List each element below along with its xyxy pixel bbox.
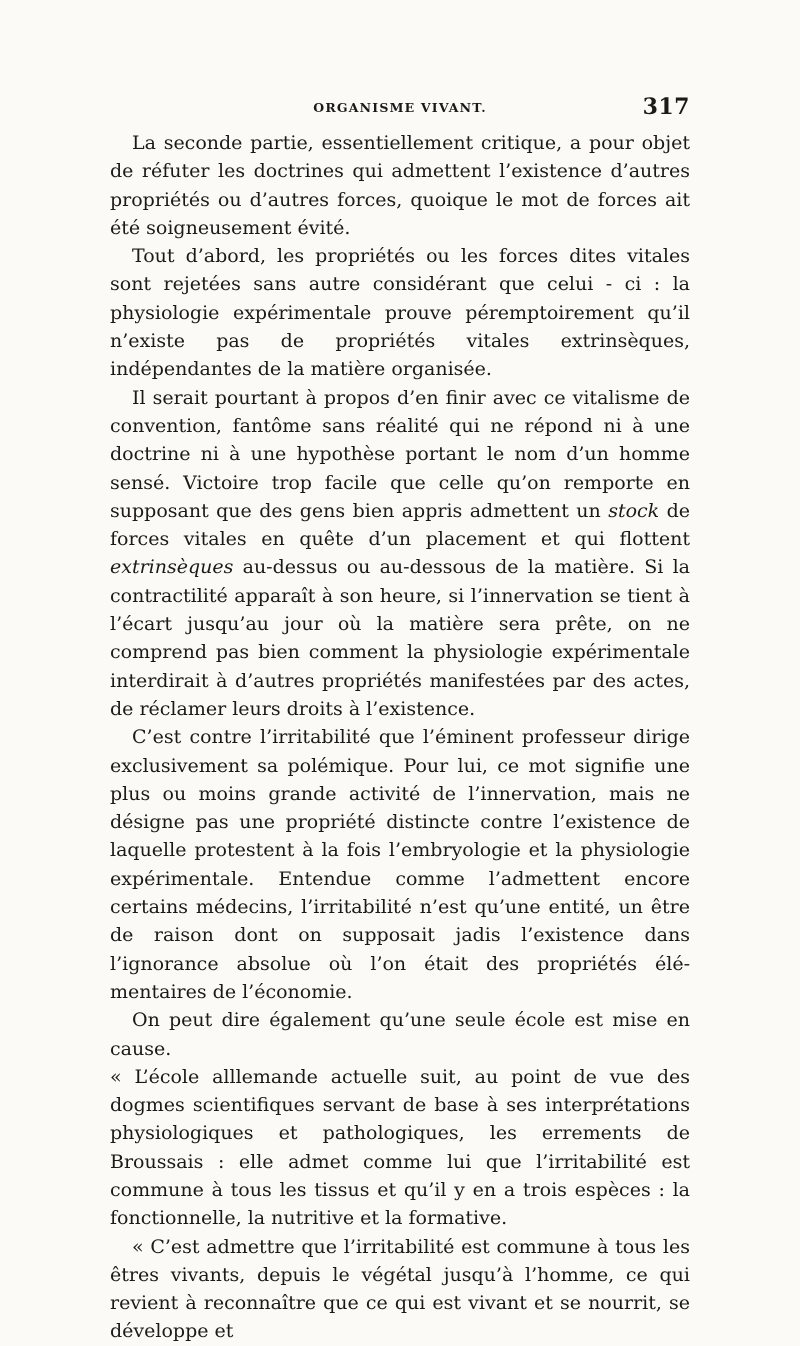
paragraph (110, 1006, 690, 1063)
text-segment: au-dessus ou au-dessous de la matière. Si la contractilité apparaît à son heure, si l’innervation se tient à l’écart jusqu’au jour où la matière sera prête, on ne comprend pas bien comment la physiologie expérimentale interdirait à d’autres propriétés manifestées par des actes, de réclamer leurs droits à l’existence. (110, 556, 690, 720)
paragraph (110, 242, 690, 383)
text-segment: « L’école alllemande actuelle suit, au point de vue des dogmes scientifiques servant de base à ses interprétations physiologiques et pathologiques, les errements de Broussais : elle admet comme lui que l’irritabilité est commune à tous les tissus et qu’il y en a trois espèces : la fonctionnelle, la nutritive et la formative. (110, 1065, 690, 1230)
running-title: ORGANISME VIVANT. (313, 100, 487, 115)
quoted-paragraph (110, 1063, 690, 1233)
italic-term-extrinseques: extrinsèques (110, 556, 234, 579)
paragraph (110, 129, 690, 242)
text-segment: de forces vitales en quête d’un placement et qui flottent (110, 499, 691, 551)
italic-term-stock: stock (608, 499, 660, 522)
running-head (110, 94, 690, 124)
paragraph (110, 723, 690, 1006)
text-segment: Il serait pourtant à propos d’en finir avec ce vitalisme de convention, fantôme sans réalité qui ne répond ni à une doctrine ni à une hypothèse portant le nom d’un homme sensé. Victoire trop facile que celle qu’on remporte en supposant que des gens bien appris admettent un (110, 386, 690, 522)
paragraph (110, 384, 690, 724)
text-segment: On peut dire également qu’une seule école est mise en cause. (110, 1009, 690, 1060)
page-number: 317 (642, 94, 690, 120)
text-segment: La seconde partie, essentiellement critique, a pour objet de réfuter les doctrines qui admettent l’existence d’autres propriétés ou d’autres forces, quoique le mot de forces ait été soigneusement évité. (110, 132, 690, 239)
text-segment: « C’est admettre que l’irritabilité est commune à tous les êtres vivants, depuis le végétal jusqu’à l’homme, ce qui revient à reconnaître que ce qui est vivant et se nourrit, se développe et (110, 1235, 690, 1343)
text-segment: C’est contre l’irritabilité que l’éminent professeur dirige exclusivement sa polémique. Pour lui, ce mot signifie une plus ou moins grande activité de l’innervation, mais ne désigne pas une propriété distincte contre l’existence de laquelle protestent à la fois l’embryologie et la physiologie expérimentale. Entendue comme l’admettent encore certains médecins, l’irritabilité n’est qu’une entité, un être de raison dont on supposait jadis l’existence dans l’ignorance absolue où l’on était des propriétés élémentaires de l’économie. (110, 726, 690, 1003)
quoted-paragraph (110, 1233, 690, 1346)
text-segment: Tout d’abord, les propriétés ou les forces dites vitales sont rejetées sans autre considérant que celui - ci : la physiologie expérimentale prouve péremptoirement qu’il n’existe pas de propriétés vitales extrinsèques, indépendantes de la matière organisée. (110, 245, 690, 381)
body-text (110, 129, 690, 1346)
